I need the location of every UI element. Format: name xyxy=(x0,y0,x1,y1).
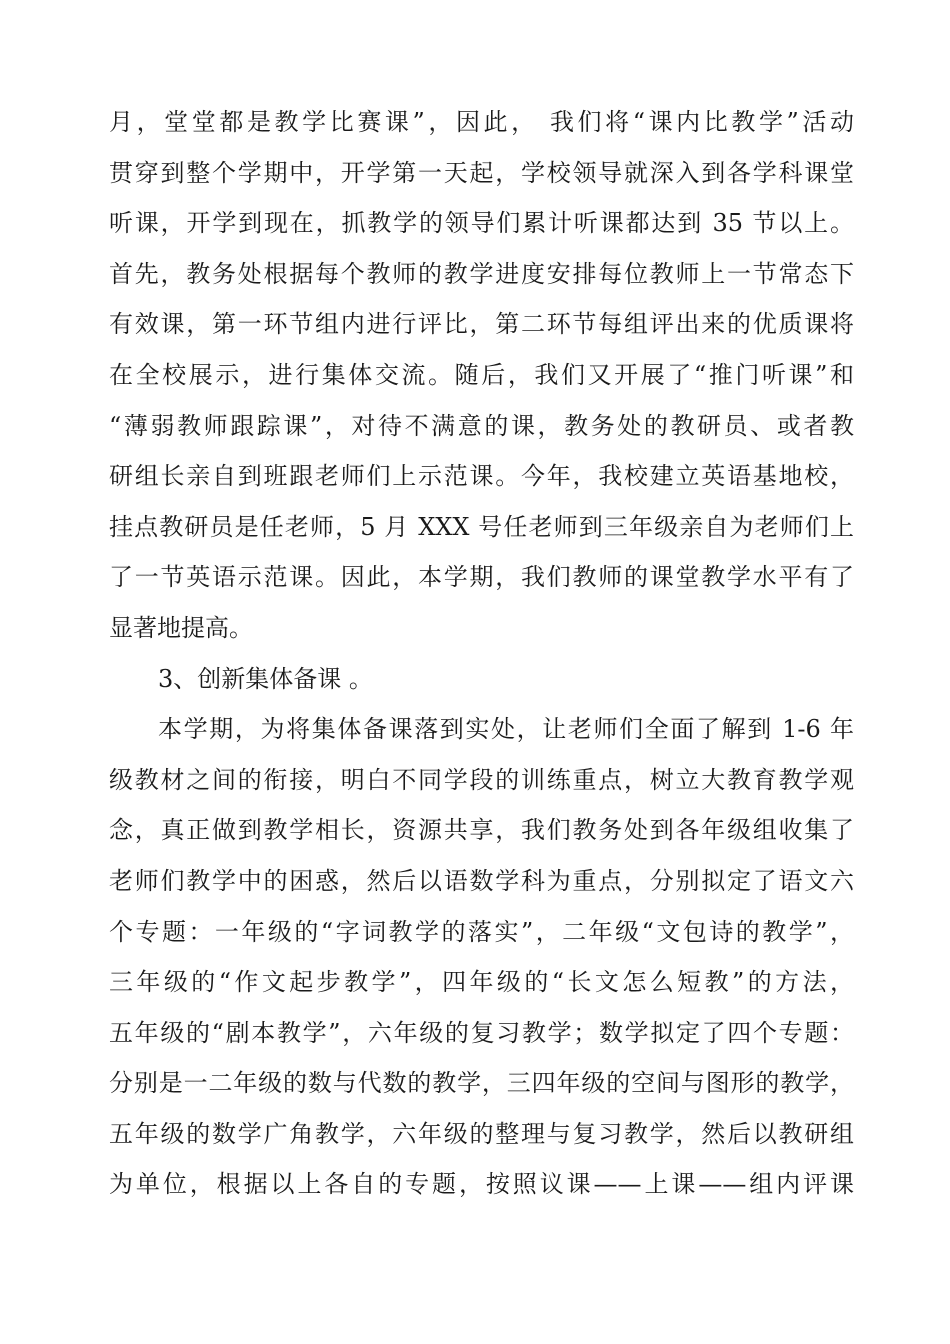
text-line-16: 老师们教学中的困惑，然后以语数学科为重点，分别拟定了语文六 xyxy=(109,866,854,895)
text-line-10: 了一节英语示范课。因此，本学期，我们教师的课堂教学水平有了 xyxy=(109,563,854,592)
text-line-4: 首先，教务处根据每个教师的教学进度安排每位教师上一节常态下 xyxy=(109,259,854,288)
text-line-17: 个专题：一年级的“字词教学的落实”，二年级“文包诗的教学”， xyxy=(109,917,854,946)
text-line-19: 五年级的“剧本教学”，六年级的复习教学；数学拟定了四个专题： xyxy=(109,1018,854,1047)
text-line-13: 本学期，为将集体备课落到实处，让老师们全面了解到 1-6 年 xyxy=(158,715,854,744)
text-line-20: 分别是一二年级的数与代数的教学，三四年级的空间与图形的教学， xyxy=(109,1069,854,1098)
text-line-6: 在全校展示，进行集体交流。随后，我们又开展了“推门听课”和 xyxy=(109,360,854,389)
text-line-1: 月，堂堂都是教学比赛课”，因此， 我们将“课内比教学”活动 xyxy=(109,108,854,136)
text-line-9: 挂点教研员是任老师，5 月 XXX 号任老师到三年级亲自为老师们上 xyxy=(109,512,854,541)
document-body xyxy=(109,97,854,1210)
text-line-21: 五年级的数学广角教学，六年级的整理与复习教学，然后以教研组 xyxy=(109,1119,854,1148)
text-line-18: 三年级的“作文起步教学”，四年级的“长文怎么短教”的方法， xyxy=(109,968,854,997)
text-line-14: 级教材之间的衔接，明白不同学段的训练重点，树立大教育教学观 xyxy=(109,765,854,794)
text-line-3: 听课，开学到现在，抓教学的领导们累计听课都达到 35 节以上。 xyxy=(109,209,854,238)
text-line-11: 显著地提高。 xyxy=(109,613,253,642)
text-line-7: “薄弱教师跟踪课”，对待不满意的课，教务处的教研员、或者教 xyxy=(109,411,854,440)
text-line-2: 贯穿到整个学期中，开学第一天起，学校领导就深入到各学科课堂 xyxy=(109,158,854,187)
text-line-15: 念，真正做到教学相长，资源共享，我们教务处到各年级组收集了 xyxy=(109,816,854,845)
text-line-8: 研组长亲自到班跟老师们上示范课。今年，我校建立英语基地校， xyxy=(109,462,854,491)
section-heading: 3、创新集体备课 。 xyxy=(158,664,373,693)
text-line-22: 为单位，根据以上各自的专题，按照议课——上课——组内评课 xyxy=(109,1170,854,1199)
text-line-5: 有效课，第一环节组内进行评比，第二环节每组评出来的优质课将 xyxy=(109,310,854,339)
